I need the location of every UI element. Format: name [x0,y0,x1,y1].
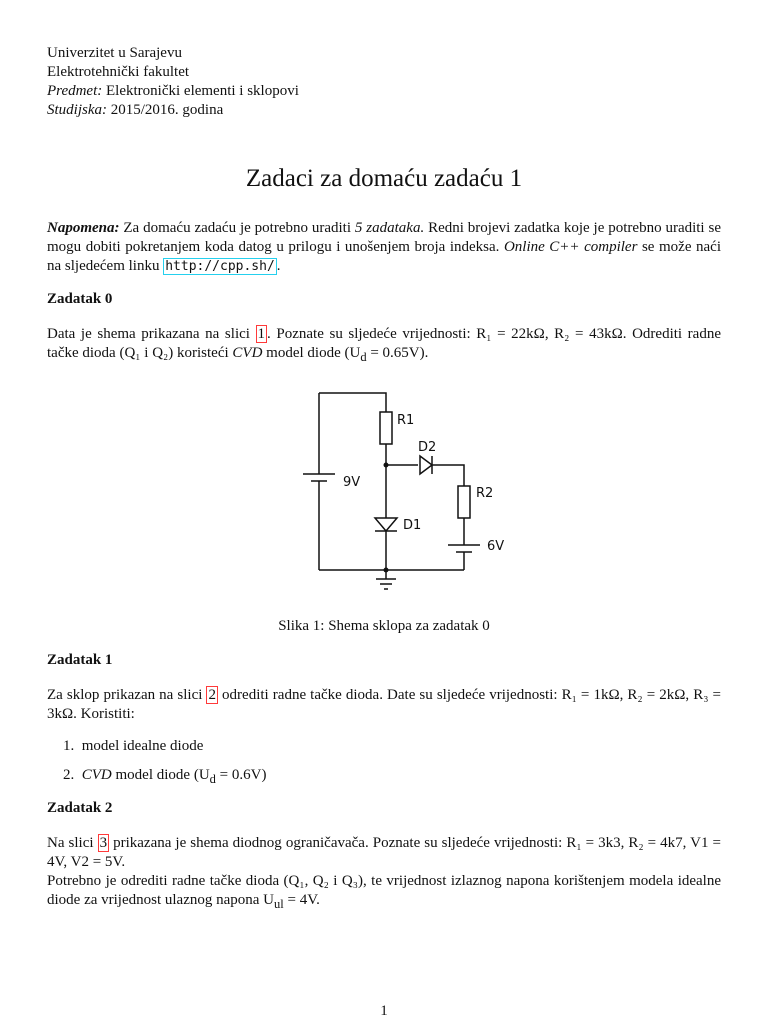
figure-ref-1[interactable]: 1 [257,326,266,342]
cpp-link[interactable]: http://cpp.sh/ [165,259,275,274]
task0-paragraph: Data je shema prikazana na slici 1 . Poznate su sljedeće vrijednosti: R₁ = 22kΩ, R₂ = 43kΩ. Odrediti radne tačke dioda (Q₁ i Q₂) koristeći CVD model diode $(U_d = 0.65V)$. [47,326,721,364]
circuit-diagram [0,380,768,610]
label-r1: R1 [397,413,415,428]
year-line: Studijska: 2015/2016. godina [47,102,224,118]
label-d2: D2 [418,440,437,455]
task1-paragraph: Za sklop prikazan na slici 2 odrediti radne tačke dioda. Date su sljedeće vrijednosti: R₁ = 1kΩ, R₂ = 2kΩ, R₃ = 3kΩ. Koristiti: [47,687,721,722]
figure-ref-3[interactable]: 3 [99,835,108,851]
figure-caption: Slika 1: Shema sklopa za zadatak 0 [278,618,490,634]
label-r2: R2 [476,486,494,501]
page-title: Zadaci za domaću zadaću 1 [245,165,523,192]
note-paragraph: Napomena: Za domaću zadaću je potrebno uraditi 5 zadataka. Redni brojevi zadatka koje je potrebno uraditi se mogu dobiti pokretanjem koda datog u prilogu i unošenjem broja indeksa. Online C++ compiler se može naći na sljedećem linku http://cpp.sh/ . [47,220,721,274]
document-header [47,44,299,120]
page-number: 1 [380,1003,388,1019]
d1-diode-triangle [375,518,397,531]
task1-heading: Zadatak 1 [47,652,113,668]
label-6v: 6V [487,539,505,554]
task2-paragraph: Na slici 3 prikazana je shema diodnog ograničavača. Poznate su sljedeće vrijednosti: R₁ = 3k3, R₂ = 4k7, V1 = 4V, V2 = 5V. Potrebno je odrediti radne tačke dioda (Q₁, Q₂ i Q₃), te vrijednost izlaznog napona korištenjem modela idealne diode za vrijednost ulaznog napona $U_{ul} = 4V$. [47,835,721,911]
task0-heading: Zadatak 0 [47,291,113,307]
course-line: Predmet: Elektronički elementi i sklopovi [47,83,299,99]
list-item: 2. CVD model diode $(U_d = 0.6V)$ [63,767,267,786]
label-9v: 9V [343,475,361,490]
label-d1: D1 [403,518,422,533]
university-name: Univerzitet u Sarajevu [47,45,182,61]
task2-heading: Zadatak 2 [47,800,113,816]
r1-resistor [380,412,392,444]
figure-ref-2[interactable]: 2 [208,687,216,703]
d2-diode-triangle [420,456,432,474]
r2-resistor [458,486,470,518]
list-item: 1. model idealne diode [63,738,204,754]
faculty-name: Elektrotehnički fakultet [47,64,190,80]
